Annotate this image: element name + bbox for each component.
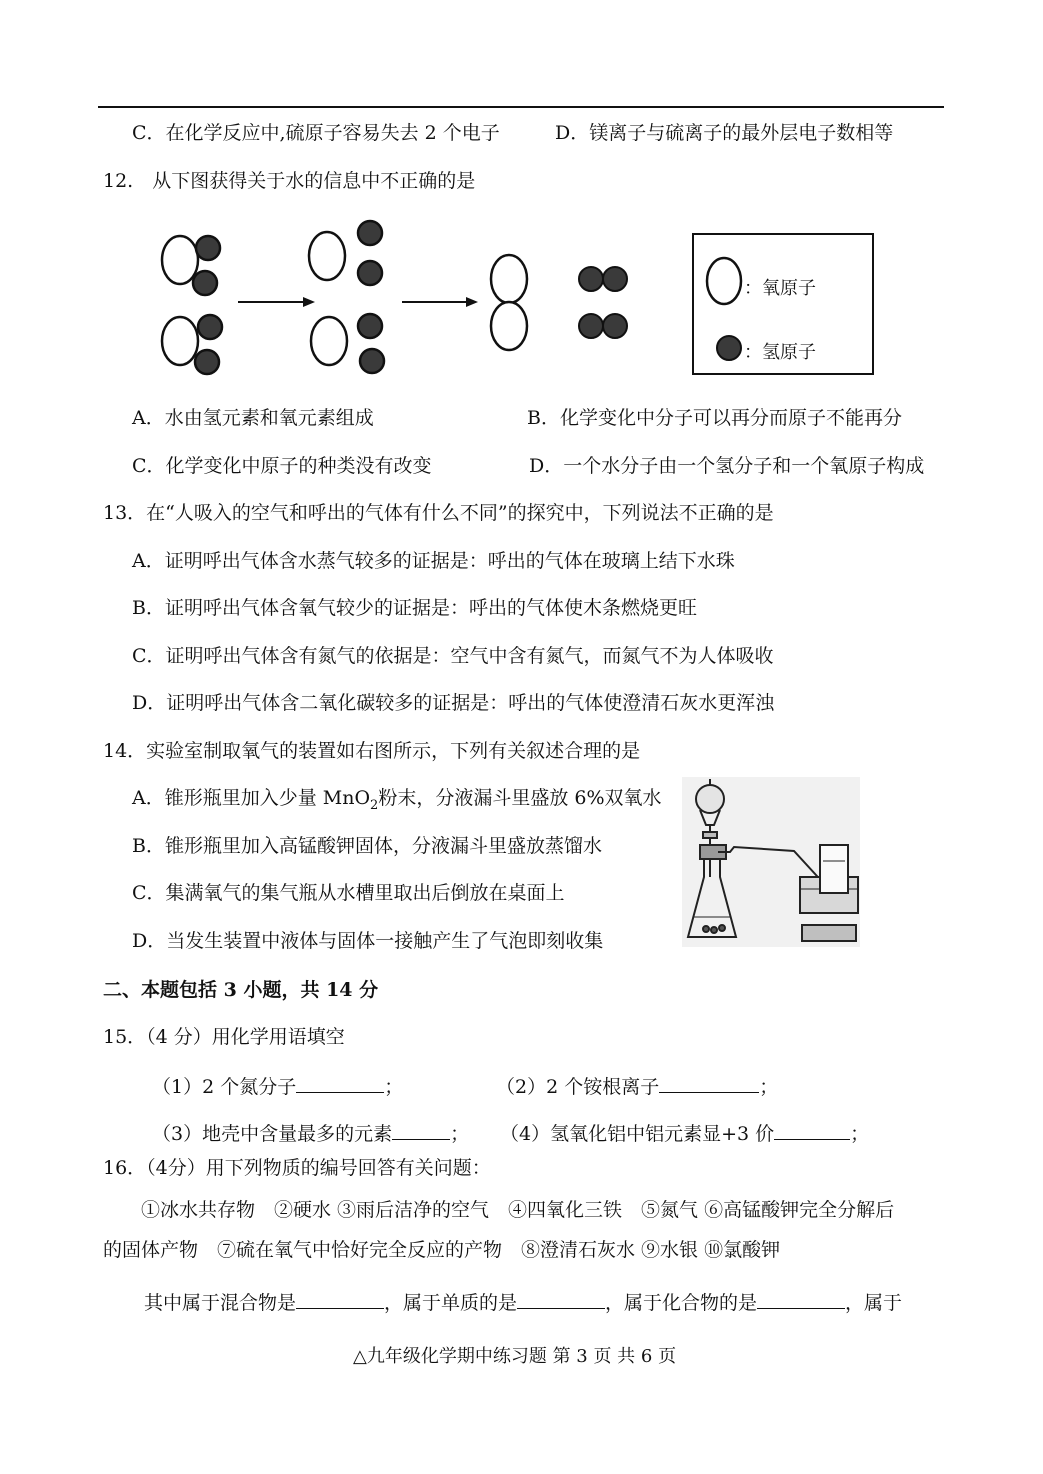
q15-part-2: （2）2 个铵根离子 ；: [496, 1072, 778, 1100]
q14-stem: 14．实验室制取氧气的装置如右图所示，下列有关叙述合理的是: [103, 740, 641, 762]
q12-stem: 12. 从下图获得关于水的信息中不正确的是: [103, 170, 476, 192]
q11-option-c: C．在化学反应中,硫原子容易失去 2 个电子: [132, 122, 500, 144]
q16-question-line: 其中属于混合物是 ，属于单质的是 ，属于化合物的是 ，属于: [144, 1288, 902, 1316]
q13-option-b: B．证明呼出气体含氧气较少的证据是：呼出的气体使木条燃烧更旺: [132, 597, 697, 619]
q12-option-a: A．水由氢元素和氧元素组成: [132, 407, 374, 429]
q14-option-d: D．当发生装置中液体与固体一接触产生了气泡即刻收集: [132, 930, 604, 952]
q13-option-c: C．证明呼出气体含有氮气的依据是：空气中含有氮气，而氮气不为人体吸收: [132, 645, 774, 667]
section-2-heading: 二、本题包括 3 小题，共 14 分: [103, 979, 379, 1001]
arrow-2: [402, 297, 478, 307]
q14-option-c: C．集满氧气的集气瓶从水槽里取出后倒放在桌面上: [132, 882, 565, 904]
q15-part-4: （4）氢氧化铝中铝元素显+3 价 ；: [500, 1119, 869, 1147]
q16-list-line-1: ①冰水共存物 ②硬水 ③雨后洁净的空气 ④四氧化三铁 ⑤氮气 ⑥高锰酸钾完全分解后: [141, 1199, 895, 1221]
legend-oxygen-label: ：氧原子: [744, 278, 816, 299]
q13-option-d: D．证明呼出气体含二氧化碳较多的证据是：呼出的气体使澄清石灰水更浑浊: [132, 692, 775, 714]
q15-stem: 15．（4 分）用化学用语填空: [103, 1026, 345, 1048]
q15-part-3: （3）地壳中含量最多的元素 ；: [152, 1119, 469, 1147]
answer-blank[interactable]: [757, 1288, 845, 1309]
answer-blank[interactable]: [774, 1119, 850, 1140]
legend-oxygen-icon: [707, 258, 741, 304]
q13-stem: 13．在“人吸入的空气和呼出的气体有什么不同”的探究中，下列说法不正确的是: [103, 502, 774, 524]
answer-blank[interactable]: [517, 1288, 605, 1309]
water-molecule-1: [162, 236, 220, 295]
separated-atoms: [309, 221, 384, 373]
answer-blank[interactable]: [296, 1288, 384, 1309]
oxygen-apparatus-figure: [682, 777, 860, 947]
q15-part-1: （1）2 个氮分子 ；: [152, 1072, 403, 1100]
q12-option-c: C．化学变化中原子的种类没有改变: [132, 455, 432, 477]
q16-list-line-2: 的固体产物 ⑦硫在氧气中恰好完全反应的产物 ⑧澄清石灰水 ⑨水银 ⑩氯酸钾: [103, 1239, 781, 1261]
q12-option-b: B．化学变化中分子可以再分而原子不能再分: [527, 407, 902, 429]
water-molecule-2: [162, 315, 222, 374]
answer-blank[interactable]: [659, 1072, 759, 1093]
arrow-1: [238, 297, 315, 307]
q12-option-d: D．一个水分子由一个氢分子和一个氧原子构成: [529, 455, 925, 477]
answer-blank[interactable]: [296, 1072, 384, 1093]
legend-hydrogen-label: ：氢原子: [744, 342, 816, 363]
legend-hydrogen-icon: [717, 336, 741, 360]
q13-option-a: A．证明呼出气体含水蒸气较多的证据是：呼出的气体在玻璃上结下水珠: [132, 550, 735, 572]
q14-option-b: B．锥形瓶里加入高锰酸钾固体，分液漏斗里盛放蒸馏水: [132, 835, 602, 857]
page-footer: △九年级化学期中练习题 第 3 页 共 6 页: [353, 1346, 677, 1367]
q14-option-a: A．锥形瓶里加入少量 MnO$_2$粉末，分液漏斗里盛放 6%双氧水: [132, 787, 662, 813]
q16-stem: 16．（4分）用下列物质的编号回答有关问题：: [103, 1157, 491, 1179]
answer-blank[interactable]: [392, 1119, 450, 1140]
hydrogen-molecules: [579, 267, 627, 338]
top-rule: [98, 106, 944, 108]
q11-option-d: D．镁离子与硫离子的最外层电子数相等: [555, 122, 894, 144]
oxygen-molecule: [491, 255, 527, 350]
